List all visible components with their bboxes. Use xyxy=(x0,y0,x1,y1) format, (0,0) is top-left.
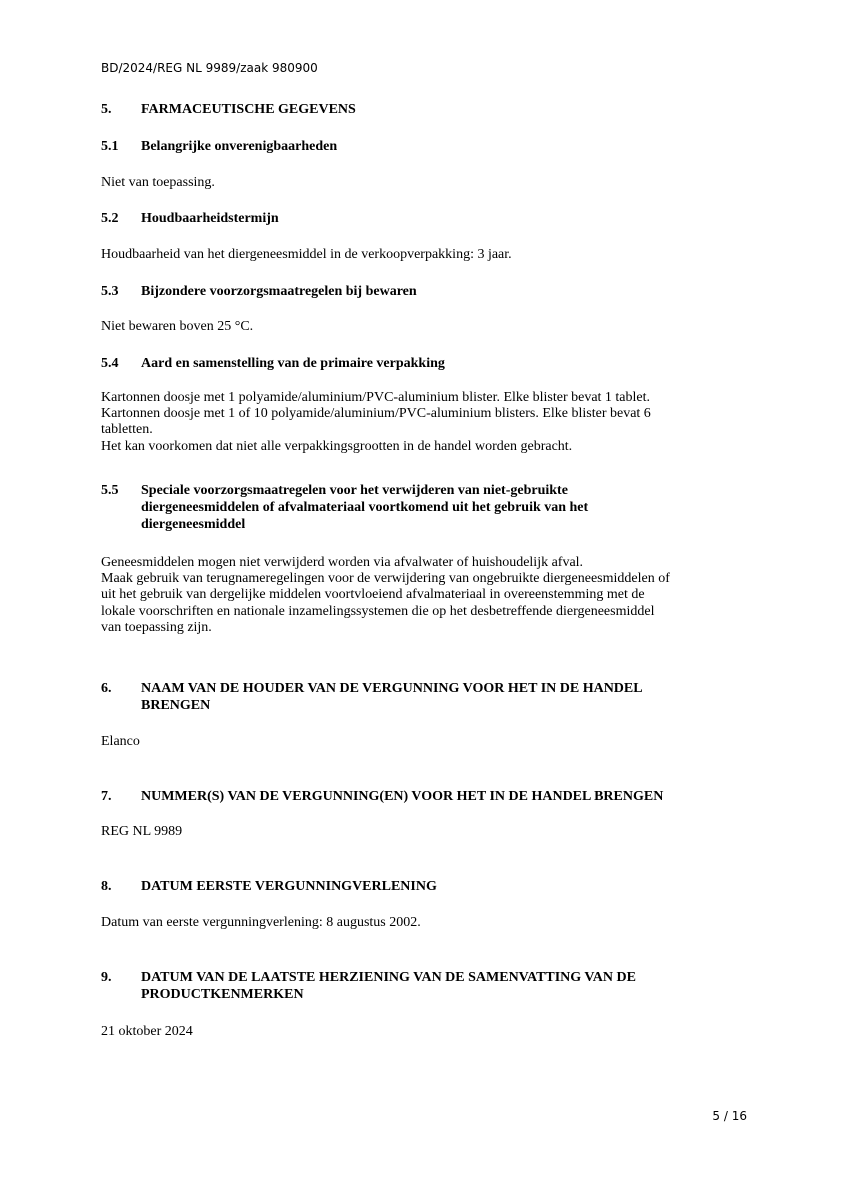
body-line: lokale voorschriften en nationale inzamelingssystemen die op het desbetreffende diergeneesmiddel xyxy=(101,603,655,619)
section-title: NUMMER(S) VAN DE VERGUNNING(EN) VOOR HET IN DE HANDEL BRENGEN xyxy=(141,789,664,804)
section-9-heading xyxy=(101,969,741,1003)
section-number: 5.1 xyxy=(101,139,119,154)
section-number: 5. xyxy=(101,102,112,117)
body-line: Niet van toepassing. xyxy=(101,175,215,190)
section-5-2-body xyxy=(101,247,761,263)
section-5-1-body xyxy=(101,175,761,191)
section-title xyxy=(141,482,741,533)
body-line: Elanco xyxy=(101,734,140,749)
section-number: 6. xyxy=(101,681,112,696)
section-5-3-body xyxy=(101,319,761,335)
section-title: Aard en samenstelling van de primaire verpakking xyxy=(141,356,445,371)
section-8-heading xyxy=(101,878,741,895)
section-number: 7. xyxy=(101,789,112,804)
section-title-line: DATUM VAN DE LAATSTE HERZIENING VAN DE SAMENVATTING VAN DE xyxy=(141,970,636,985)
document-reference: BD/2024/REG NL 9989/zaak 980900 xyxy=(101,61,318,75)
body-line: Datum van eerste vergunningverlening: 8 augustus 2002. xyxy=(101,915,421,930)
section-6-body xyxy=(101,734,761,750)
section-title-line: Speciale voorzorgsmaatregelen voor het verwijderen van niet-gebruikte xyxy=(141,483,568,498)
section-6-heading xyxy=(101,680,741,714)
section-title-line: diergeneesmiddel xyxy=(141,517,246,532)
body-line: van toepassing zijn. xyxy=(101,619,212,635)
section-5-5-heading xyxy=(101,482,741,533)
body-line: Geneesmiddelen mogen niet verwijderd worden via afvalwater of huishoudelijk afval. xyxy=(101,555,584,570)
section-title xyxy=(141,969,741,1003)
section-8-body xyxy=(101,915,761,931)
section-5-3-heading xyxy=(101,283,741,300)
section-5-4-heading xyxy=(101,355,741,372)
section-title-line: PRODUCTKENMERKEN xyxy=(141,987,304,1002)
body-line: REG NL 9989 xyxy=(101,824,183,839)
section-5-4-body xyxy=(101,390,761,455)
section-5-5-body xyxy=(101,555,761,636)
body-line: Niet bewaren boven 25 °C. xyxy=(101,319,254,334)
section-title-line: BRENGEN xyxy=(141,698,211,713)
section-number: 9. xyxy=(101,970,112,985)
section-title: FARMACEUTISCHE GEGEVENS xyxy=(141,102,356,117)
body-line: Maak gebruik van terugnameregelingen voor de verwijdering van ongebruikte diergeneesmiddelen of xyxy=(101,571,670,587)
section-5-heading xyxy=(101,101,741,118)
section-7-heading xyxy=(101,788,741,805)
section-title: Bijzondere voorzorgsmaatregelen bij bewaren xyxy=(141,284,417,299)
body-line: tabletten. xyxy=(101,422,153,438)
body-line: Kartonnen doosje met 1 of 10 polyamide/aluminium/PVC-aluminium blisters. Elke blister bevat 6 xyxy=(101,406,651,422)
section-7-body xyxy=(101,824,761,840)
section-title-line: NAAM VAN DE HOUDER VAN DE VERGUNNING VOOR HET IN DE HANDEL xyxy=(141,681,643,696)
section-number: 5.4 xyxy=(101,356,119,371)
section-number: 5.5 xyxy=(101,483,119,498)
body-line: Kartonnen doosje met 1 polyamide/aluminium/PVC-aluminium blister. Elke blister bevat 1 tablet. xyxy=(101,390,651,405)
body-line: Houdbaarheid van het diergeneesmiddel in de verkoopverpakking: 3 jaar. xyxy=(101,247,512,262)
section-title: Houdbaarheidstermijn xyxy=(141,211,279,226)
section-number: 5.3 xyxy=(101,284,119,299)
section-title: Belangrijke onverenigbaarheden xyxy=(141,139,338,154)
section-title-line: diergeneesmiddelen of afvalmateriaal voortkomend uit het gebruik van het xyxy=(141,500,589,515)
section-9-body xyxy=(101,1024,761,1040)
page-number: 5 / 16 xyxy=(712,1109,747,1123)
body-line: uit het gebruik van dergelijke middelen voortvloeiend afvalmateriaal in overeenstemming met de xyxy=(101,587,645,603)
section-title: DATUM EERSTE VERGUNNINGVERLENING xyxy=(141,879,437,894)
body-line: 21 oktober 2024 xyxy=(101,1024,193,1039)
section-title xyxy=(141,680,741,714)
section-number: 8. xyxy=(101,879,112,894)
section-5-1-heading xyxy=(101,138,741,155)
body-line: Het kan voorkomen dat niet alle verpakkingsgrootten in de handel worden gebracht. xyxy=(101,438,573,454)
section-5-2-heading xyxy=(101,210,741,227)
section-number: 5.2 xyxy=(101,211,119,226)
